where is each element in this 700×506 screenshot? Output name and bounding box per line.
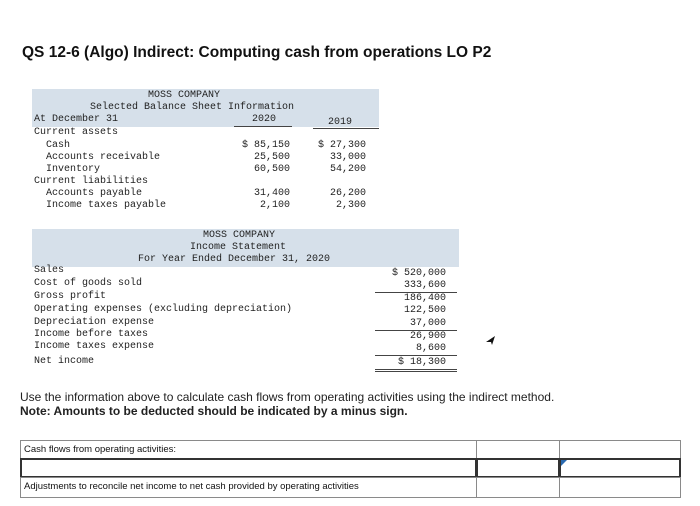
answer-header-total-cell [559, 440, 681, 459]
is-double-underline-bottom [375, 371, 457, 372]
bs-row-label: Cash [46, 140, 71, 151]
is-row-value: 186,400 [403, 293, 446, 304]
bs-current-assets-label: Current assets [34, 127, 119, 138]
is-row-label: Gross profit [34, 291, 107, 302]
bs-row-label: Income taxes payable [46, 200, 167, 211]
is-row-label: Sales [34, 265, 65, 276]
adjustments-label: Adjustments to reconcile net income to net cash provided by operating activities [24, 481, 359, 492]
is-row-label: Income before taxes [34, 329, 149, 340]
bs-row-2019: 33,000 [329, 152, 366, 163]
is-row-label: Depreciation expense [34, 317, 155, 328]
adjustments-total-cell [559, 477, 681, 498]
bs-col-2019: 2019 [328, 117, 353, 128]
is-underline [375, 355, 457, 356]
bs-row-2020: 2,100 [259, 200, 290, 211]
bs-row-2019: $ 27,300 [317, 140, 366, 151]
is-company: MOSS COMPANY [203, 230, 276, 241]
is-double-underline-top [375, 369, 457, 370]
answer-header-amount-cell [476, 440, 560, 459]
bs-col-underline-2020 [234, 126, 292, 127]
mouse-cursor-icon [486, 336, 498, 348]
bs-row-2019: 26,200 [329, 188, 366, 199]
bs-row-label: Inventory [46, 164, 101, 175]
net-income-amount-input[interactable] [476, 458, 560, 478]
is-subtitle: Income Statement [190, 242, 287, 253]
bs-row-2019: 2,300 [335, 200, 366, 211]
instructions-note [20, 404, 408, 418]
adjustments-cell [20, 477, 477, 498]
bs-row-2020: 60,500 [253, 164, 290, 175]
bs-company: MOSS COMPANY [148, 90, 221, 101]
is-row-value: 333,600 [403, 280, 446, 291]
bs-row-label: Accounts receivable [46, 152, 161, 163]
instructions-note-text: Note: Amounts to be deducted should be indicated by a minus sign. [20, 404, 408, 418]
is-row-label: Cost of goods sold [34, 278, 143, 289]
is-row-value: 26,900 [409, 331, 446, 342]
is-row-value: $ 18,300 [397, 357, 446, 368]
bs-row-2020: $ 85,150 [241, 140, 290, 151]
cell-corner-marker-icon [561, 460, 567, 466]
is-row-value: $ 520,000 [391, 268, 446, 279]
bs-row-2020: 31,400 [253, 188, 290, 199]
bs-date-label: At December 31 [34, 114, 119, 125]
is-row-label: Operating expenses (excluding depreciation) [34, 304, 293, 315]
instructions-text: Use the information above to calculate cash flows from operating activities using the indirect method. [20, 390, 555, 404]
bs-col-underline-2019 [313, 128, 379, 129]
net-income-total-input[interactable] [559, 458, 681, 478]
bs-row-2020: 25,500 [253, 152, 290, 163]
bs-row-label: Accounts payable [46, 188, 143, 199]
bs-subtitle: Selected Balance Sheet Information [90, 102, 295, 113]
adjustments-amount-cell [476, 477, 560, 498]
answer-header-cell [20, 440, 477, 459]
answer-header-label: Cash flows from operating activities: [24, 444, 177, 455]
bs-current-liabilities-label: Current liabilities [34, 176, 149, 187]
is-row-label: Net income [34, 356, 95, 367]
is-row-value: 37,000 [409, 318, 446, 329]
bs-col-2020: 2020 [252, 114, 277, 125]
is-row-value: 8,600 [415, 343, 446, 354]
bs-row-2019: 54,200 [329, 164, 366, 175]
is-row-label: Income taxes expense [34, 341, 155, 352]
is-period: For Year Ended December 31, 2020 [138, 254, 331, 265]
net-income-label-input[interactable] [20, 458, 477, 478]
is-row-value: 122,500 [403, 305, 446, 316]
page-title: QS 12-6 (Algo) Indirect: Computing cash from operations LO P2 [22, 44, 492, 61]
